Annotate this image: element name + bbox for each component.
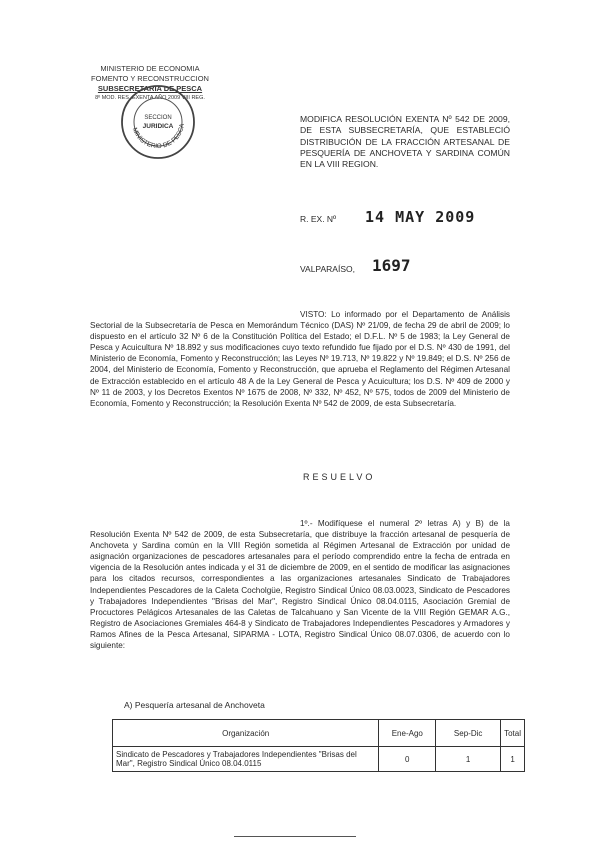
stamp-middle-text: JURIDICA <box>142 123 174 130</box>
footer-divider <box>234 836 356 837</box>
stamp-top-text: SECCION <box>144 115 172 121</box>
resolution-number-stamp: 1697 <box>372 256 411 275</box>
resuelvo-heading: RESUELVO <box>303 472 376 482</box>
mod-line: 8º MOD. RES. EXENTA AÑO 2009 VIII REG. <box>95 95 205 101</box>
ministry-line-1: MINISTERIO DE ECONOMIA <box>100 64 200 73</box>
cell-total: 1 <box>501 747 525 772</box>
rex-date-stamp: 14 MAY 2009 <box>365 208 476 226</box>
col-header-organizacion: Organización <box>113 720 379 747</box>
cell-organizacion: Sindicato de Pescadores y Trabajadores Independientes "Brisas del Mar", Registro Sindical Único 08.04.0115 <box>113 747 379 772</box>
col-header-ene-ago: Ene-Ago <box>379 720 436 747</box>
resolution-subject: MODIFICA RESOLUCIÓN EXENTA Nº 542 DE 2009, DE ESTA SUBSECRETARÍA, QUE ESTABLECIÓ DISTRIBUCIÓN DE LA FRACCIÓN ARTESANAL DE PESQUERÍA DE ANCHOVETA Y SARDINA COMÚN EN LA VIII REGION. <box>300 114 510 170</box>
place-label: VALPARAÍSO, <box>300 264 355 274</box>
visto-paragraph: VISTO: Lo informado por el Departamento de Análisis Sectorial de la Subsecretaría de Pesca en Memorándum Técnico (DAS) Nº 21/09, de fecha 29 de abril de 2009; lo dispuesto en el artículo 32 Nº 6 de la Constitución Política del Estado; el D.F.L. Nº 5 de 1983; la Ley General de Pesca y Acuicultura Nº 18.892 y sus modificaciones cuyo texto refundido fue fijado por el D.S. Nº 430 de 1991, del Ministerio de Economía, Fomento y Reconstrucción; las Leyes Nº 19.713, Nº 19.822 y Nº 19.849; el D.S. Nº 256 de 2004, del Ministerio de Economía, Fomento y Reconstrucción, que aprueba el Reglamento del Régimen Artesanal de Extracción establecido en el artículo 48 A de la Ley General de Pesca y Acuicultura; los D.S. Nº 409 de 2000 y Nº 11 de 2003, y los Decretos Exentos Nº 1675 de 2008, Nº 332, Nº 452, Nº 575, todos de 2009 del Ministerio de Economía, Fomento y Reconstrucción; la Resolución Exenta Nº 542 de 2009, de esta Subsecretaría. <box>90 310 510 408</box>
section-a-heading: A) Pesquería artesanal de Anchoveta <box>124 700 265 710</box>
table-row <box>113 747 525 772</box>
article-1-paragraph: 1º.- Modifíquese el numeral 2º letras A) y B) de la Resolución Exenta Nº 542 de 2009, de esta Subsecretaría, que distribuye la fracción artesanal de pesquería de Anchoveta y Sardina común en la VIII Región sometida al Régimen Artesanal de Extracción por unidad de asignación organizaciones de pescadores artesanales para el período comprendido entre la fecha de entrada en vigencia de la Resolución antes indicada y el 31 de diciembre de 2009, en el sentido de modificar las asignaciones para los citados recursos, correspondientes a las organizaciones artesanales Sindicato de Trabajadores Independientes Pescadores de la Caleta Cocholgüe, Registro Sindical Único 08.03.0023, Sindicato de Pescadores y Trabajadores Independientes "Brisas del Mar", Registro Sindical Único 08.04.0115, Asociación Gremial de Procuctores Pelágicos Artesanales de las Caletas de Talcahuano y San Vicente de la VIII Región GEMAR A.G., Registro de Asociaciones Gremiales 464-8 y Sindicato de Trabajadores Independientes Pescadores y Armadores y Ramos Afines de la Pesca Artesanal, SIPARMA - LOTA, Registro Sindical Único 08.07.0306, de acuerdo con lo siguiente: <box>90 519 510 651</box>
allocation-table <box>112 719 525 772</box>
rex-label: R. EX. Nº <box>300 214 337 224</box>
cell-sep-dic: 1 <box>436 747 501 772</box>
subsecretaria-line: SUBSECRETARIA DE PESCA <box>97 84 203 93</box>
col-header-sep-dic: Sep-Dic <box>436 720 501 747</box>
cell-ene-ago: 0 <box>379 747 436 772</box>
seal-stamp-icon <box>118 82 198 162</box>
ministry-line-2: FOMENTO Y RECONSTRUCCION <box>91 74 209 83</box>
stamp-ring-text: MINISTERIO DE PESCA <box>130 123 187 151</box>
table-header-row <box>113 720 525 747</box>
col-header-total: Total <box>501 720 525 747</box>
